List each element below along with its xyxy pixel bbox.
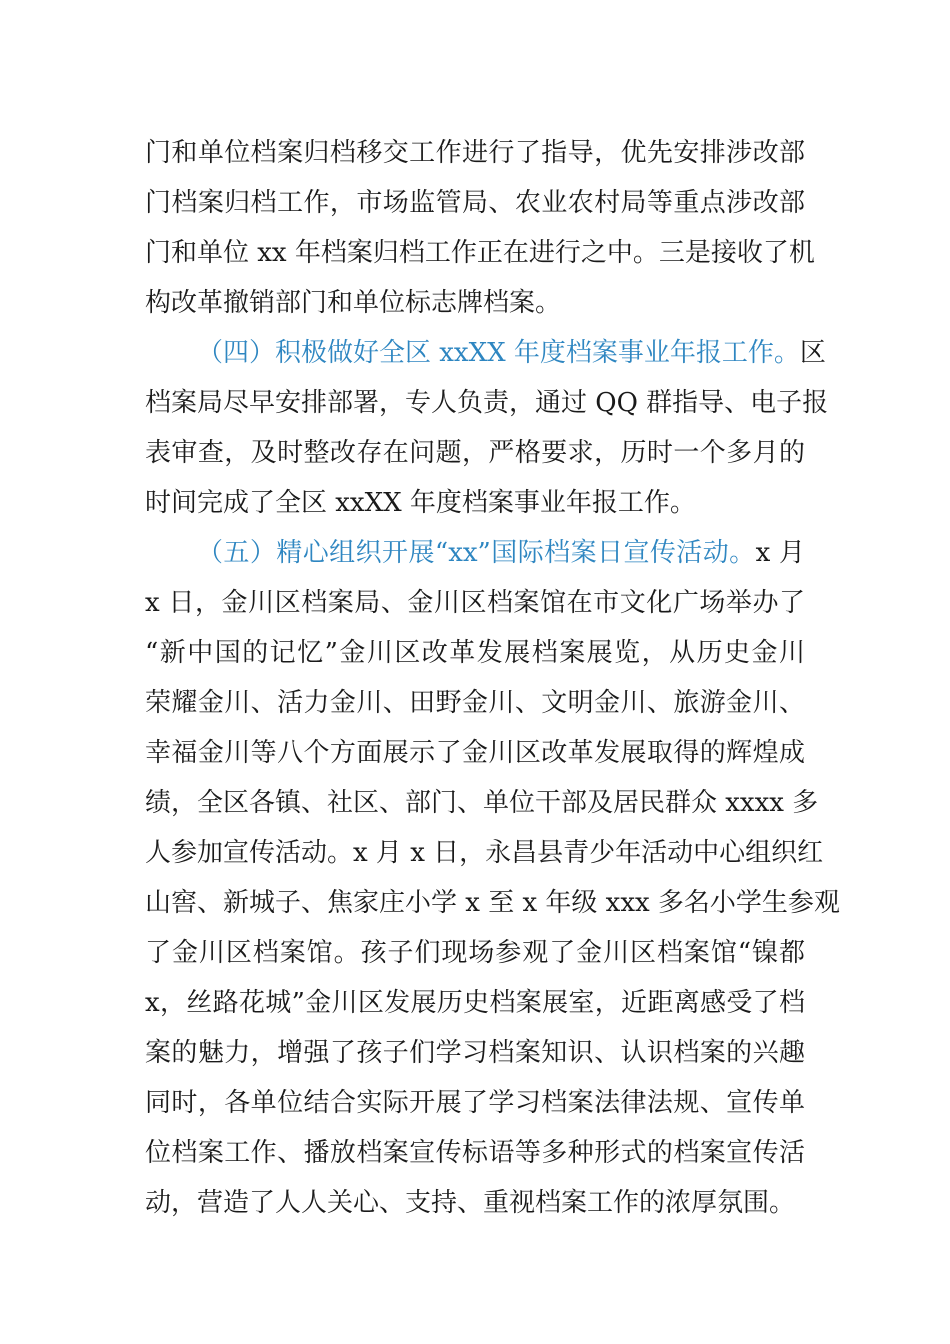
paragraph-line: 荣耀金川、活力金川、田野金川、文明金川、旅游金川、 <box>145 688 805 718</box>
paragraph-line: x 日，金川区档案局、金川区档案馆在市文化广场举办了 <box>145 588 805 618</box>
paragraph-line: 门和单位档案归档移交工作进行了指导，优先安排涉改部 <box>145 138 805 168</box>
paragraph-line: 位档案工作、播放档案宣传标语等多种形式的档案宣传活 <box>145 1138 805 1168</box>
section-heading-5: （五）精心组织开展“xx”国际档案日宣传活动。 <box>197 538 756 568</box>
section-heading-line <box>145 328 826 378</box>
paragraph-line: 同时，各单位结合实际开展了学习档案法律法规、宣传单 <box>145 1088 805 1118</box>
paragraph-line: 动，营造了人人关心、支持、重视档案工作的浓厚氛围。 <box>145 1188 796 1218</box>
paragraph-line: 人参加宣传活动。x 月 x 日，永昌县青少年活动中心组织红 <box>145 838 824 868</box>
paragraph-line: 幸福金川等八个方面展示了金川区改革发展取得的辉煌成 <box>145 738 805 768</box>
paragraph-line: x，丝路花城”金川区发展历史档案展室，近距离感受了档 <box>145 988 805 1018</box>
paragraph-line: 了金川区档案馆。孩子们现场参观了金川区档案馆“镍都 <box>145 938 805 968</box>
section-heading-line <box>145 528 805 578</box>
paragraph-line: 绩，全区各镇、社区、部门、单位干部及居民群众 xxxx 多 <box>145 788 819 818</box>
paragraph-text: 区 <box>799 338 826 368</box>
paragraph-line: 构改革撤销部门和单位标志牌档案。 <box>145 288 562 318</box>
paragraph-line: 门档案归档工作，市场监管局、农业农村局等重点涉改部 <box>145 188 805 218</box>
paragraph-line: 表审查，及时整改存在问题，严格要求，历时一个多月的 <box>145 438 805 468</box>
paragraph-line: “新中国的记忆”金川区改革发展档案展览，从历史金川 <box>145 638 805 668</box>
paragraph-line: 档案局尽早安排部署，专人负责，通过 QQ 群指导、电子报 <box>145 388 829 418</box>
paragraph-line: 山窖、新城子、焦家庄小学 x 至 x 年级 xxx 多名小学生参观 <box>145 888 840 918</box>
document-body <box>145 128 840 1228</box>
paragraph-text: x 月 <box>755 538 805 568</box>
paragraph-line: 门和单位 xx 年档案归档工作正在进行之中。三是接收了机 <box>145 238 815 268</box>
paragraph-line: 案的魅力，增强了孩子们学习档案知识、认识档案的兴趣 <box>145 1038 805 1068</box>
paragraph-line: 时间完成了全区 xxXX 年度档案事业年报工作。 <box>145 488 696 518</box>
section-heading-4: （四）积极做好全区 xxXX 年度档案事业年报工作。 <box>197 338 800 368</box>
